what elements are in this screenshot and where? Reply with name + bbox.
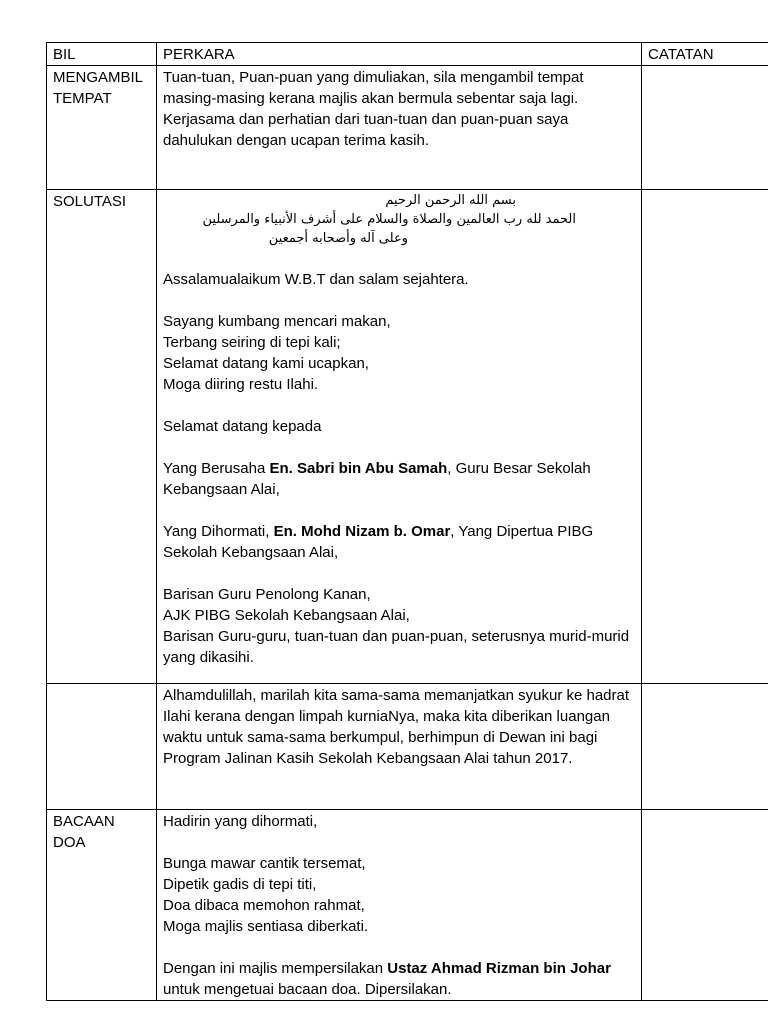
row-content xyxy=(157,190,642,684)
imam-name: Ustaz Ahmad Rizman bin Johar xyxy=(387,960,611,977)
table-row xyxy=(47,190,768,684)
guest-line: Yang Berusaha En. Sabri bin Abu Samah, Guru Besar Sekolah Kebangsaan Alai, xyxy=(163,460,595,498)
guest-name: En. Sabri bin Abu Samah xyxy=(269,460,448,477)
pantun-line: Bunga mawar cantik tersemat, xyxy=(163,855,366,872)
row-label: BACAAN DOA xyxy=(47,810,157,1001)
invite-line: Dengan ini majlis mempersilakan Ustaz Ahmad Rizman bin Johar untuk mengetuai bacaan doa. Dipersilakan. xyxy=(163,960,616,998)
paragraph: Alhamdulillah, marilah kita sama-sama memanjatkan syukur ke hadrat Ilahi kerana dengan limpah kurniaNya, maka kita diberikan luangan waktu untuk sama-sama berkumpul, berhimpun di Dewan ini bagi Program Jalinan Kasih Sekolah Kebangsaan Alai tahun 2017. xyxy=(163,687,634,767)
row-content xyxy=(157,684,642,810)
arabic-line: الحمد لله رب العالمين والصلاة والسلام على أشرف الأنبياء والمرسلين xyxy=(202,212,576,227)
table-row xyxy=(47,684,768,810)
row-catatan xyxy=(642,684,768,810)
table-row xyxy=(47,810,768,1001)
pantun-line: Moga diiring restu Ilahi. xyxy=(163,376,319,393)
row-catatan xyxy=(642,190,768,684)
header-catatan: CATATAN xyxy=(642,43,768,66)
welcome-line: Selamat datang kepada xyxy=(163,418,322,435)
row-label: MENGAMBIL TEMPAT xyxy=(47,66,157,190)
guest-list-line: Barisan Guru Penolong Kanan, xyxy=(163,586,371,603)
pantun-line: Doa dibaca memohon rahmat, xyxy=(163,897,365,914)
paragraph: Tuan-tuan, Puan-puan yang dimuliakan, sila mengambil tempat masing-masing kerana majlis akan bermula sebentar saja lagi. Kerjasama dan perhatian dari tuan-tuan dan puan-puan saya dahulukan dengan ucapan terima kasih. xyxy=(163,69,588,149)
row-content xyxy=(157,810,642,1001)
pantun-line: Terbang seiring di tepi kali; xyxy=(163,334,341,351)
pantun-line: Sayang kumbang mencari makan, xyxy=(163,313,391,330)
guest-line: Yang Dihormati, En. Mohd Nizam b. Omar, Yang Dipertua PIBG Sekolah Kebangsaan Alai, xyxy=(163,523,598,561)
header-bil: BIL xyxy=(47,43,157,66)
table-row xyxy=(47,66,768,190)
pantun-line: Dipetik gadis di tepi titi, xyxy=(163,876,317,893)
guest-name: En. Mohd Nizam b. Omar xyxy=(273,523,451,540)
row-catatan xyxy=(642,66,768,190)
guest-list-line: AJK PIBG Sekolah Kebangsaan Alai, xyxy=(163,607,410,624)
agenda-table xyxy=(46,42,768,1001)
row-content xyxy=(157,66,642,190)
arabic-line: وعلى آله وأصحابه أجمعين xyxy=(268,231,408,246)
header-perkara: PERKARA xyxy=(157,43,642,66)
pantun-line: Selamat datang kami ucapkan, xyxy=(163,355,369,372)
header-row xyxy=(47,43,768,66)
row-catatan xyxy=(642,810,768,1001)
guest-list-line: Barisan Guru-guru, tuan-tuan dan puan-puan, seterusnya murid-murid yang dikasihi. xyxy=(163,628,634,666)
arabic-line: بسم الله الرحمن الرحيم xyxy=(385,193,516,208)
opening-line: Hadirin yang dihormati, xyxy=(163,813,318,830)
row-label: SOLUTASI xyxy=(47,190,157,684)
pantun-line: Moga majlis sentiasa diberkati. xyxy=(163,918,369,935)
greeting: Assalamualaikum W.B.T dan salam sejahtera. xyxy=(163,271,469,288)
row-label xyxy=(47,684,157,810)
